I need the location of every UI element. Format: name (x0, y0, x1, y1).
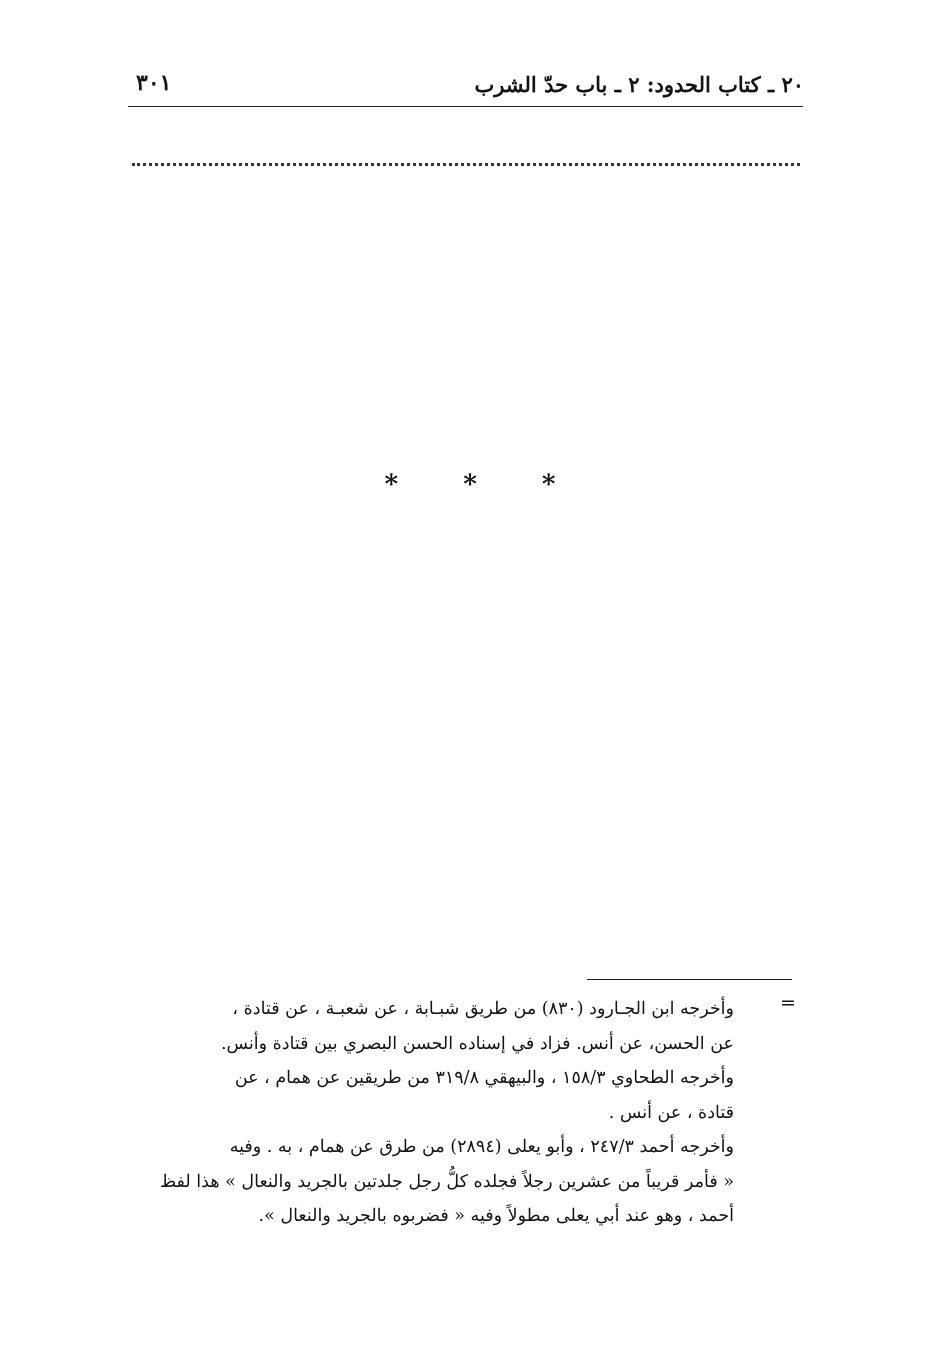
footnote-paragraph (126, 1061, 756, 1130)
header-rule (128, 106, 803, 107)
footnote-line: وأخرجه ابن الجـارود (٨٣٠) من طريق شبـابة ، عن شعبـة ، عن قتادة ، (232, 999, 734, 1019)
page-number: ٣٠١ (136, 70, 172, 96)
footnote-continuation-mark: = (780, 992, 796, 1014)
footnote-paragraph (126, 1130, 756, 1234)
footnote-line: قتادة ، عن أنس . (608, 1102, 734, 1123)
dotted-line (132, 163, 800, 166)
footnote-line: عن الحسن، عن أنس. فزاد في إسناده الحسن البصري بين قتادة وأنس. (220, 1033, 734, 1054)
section-separator: * * * (384, 470, 584, 500)
footnotes (126, 992, 756, 1234)
footnote-line: وأخرجه الطحاوي ١٥٨/٣ ، والبيهقي ٣١٩/٨ من طريقين عن همام ، عن (234, 1068, 734, 1088)
footnote-line: وأخرجه أحمد ٢٤٧/٣ ، وأبو يعلى (٢٨٩٤) من طرق عن همام ، به . وفيه (229, 1137, 734, 1157)
footnote-paragraph (126, 992, 756, 1061)
footnote-rule (587, 979, 792, 980)
footnote-line: « فأمر قريباً من عشرين رجلاً فجلده كلُّ رجل جلدتين بالجريد والنعال » هذا لفظ (159, 1171, 734, 1192)
running-header-title: ٢٠ ـ كتاب الحدود: ٢ ـ باب حدّ الشرب (474, 72, 804, 97)
footnote-line: أحمد ، وهو عند أبي يعلى مطولاً وفيه « فضربوه بالجريد والنعال ». (258, 1206, 734, 1226)
